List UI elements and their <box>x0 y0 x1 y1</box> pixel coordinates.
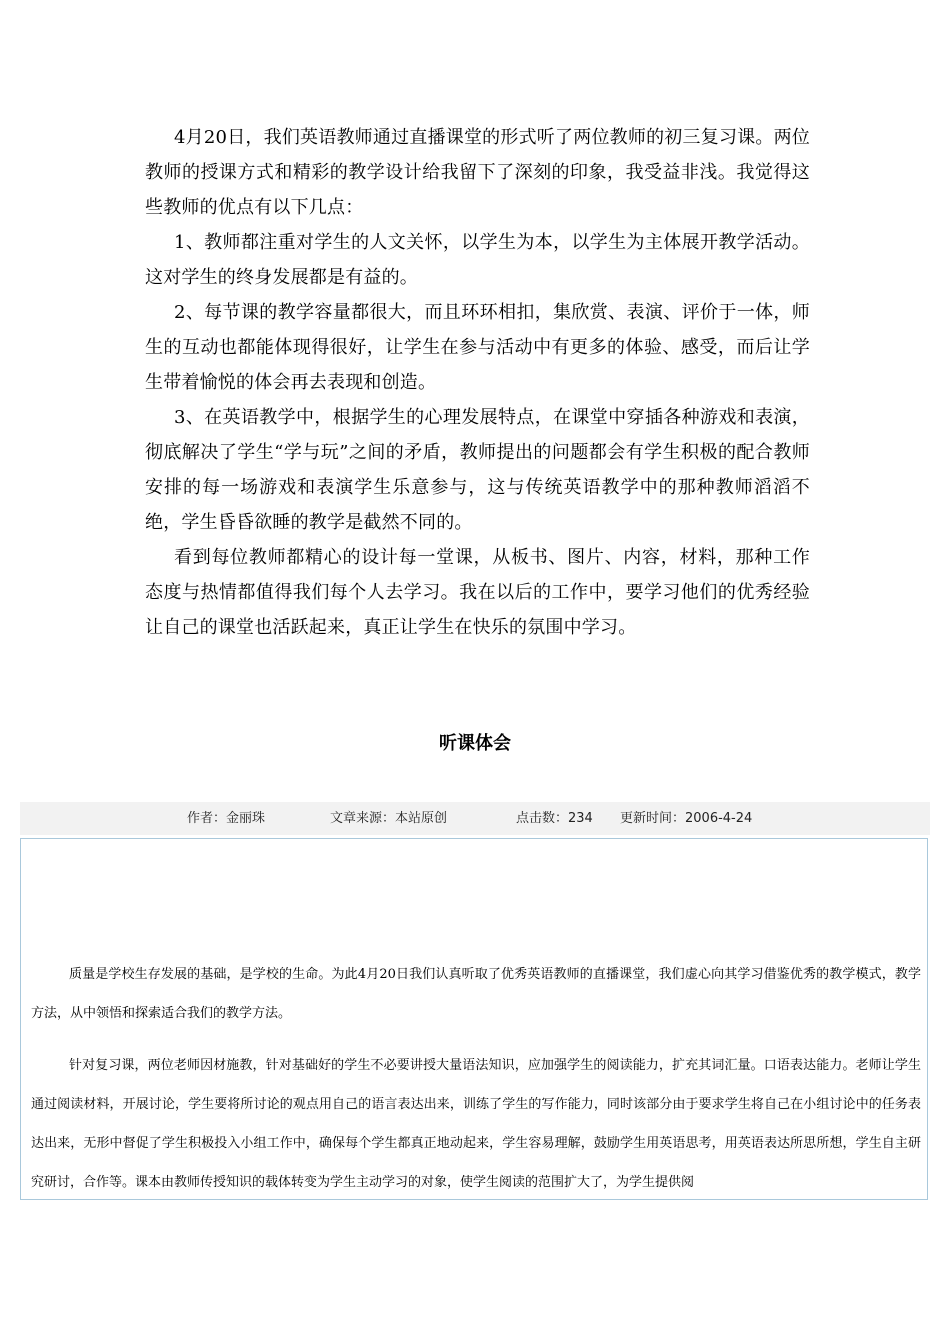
article-body-box <box>20 838 928 1200</box>
intro-paragraph-5: 看到每位教师都精心的设计每一堂课，从板书、图片、内容，材料，那种工作态度与热情都值得我们每个人去学习。我在以后的工作中，要学习他们的优秀经验让自己的课堂也活跃起来，真正让学生在快乐的氛围中学习。 <box>145 547 810 638</box>
meta-author: 作者：金丽珠 <box>187 811 266 826</box>
meta-updated: 更新时间：2006-4-24 <box>620 811 753 826</box>
article-meta-bar <box>20 802 930 835</box>
article-paragraph-2: 针对复习课，两位老师因材施教，针对基础好的学生不必要讲授大量语法知识，应加强学生的阅读能力，扩充其词汇量。口语表达能力。老师让学生通过阅读材料，开展讨论，学生要将所讨论的观点用自己的语言表达出来，训练了学生的写作能力，同时该部分由于要求学生将自己在小组讨论中的任务表达出来，无形中督促了学生积极投入小组工作中，确保每个学生都真正地动起来，学生容易理解，鼓励学生用英语思考，用英语表达所思所想，学生自主研究研讨，合作等。课本由教师传授知识的载体转变为学生主动学习的对象，使学生阅读的范围扩大了，为学生提供阅 <box>31 1058 921 1190</box>
intro-paragraph-3: 2、每节课的教学容量都很大，而且环环相扣，集欣赏、表演、评价于一体，师生的互动也都能体现得很好，让学生在参与活动中有更多的体验、感受，而后让学生带着愉悦的体会再去表现和创造。 <box>145 302 810 393</box>
meta-hits: 点击数：234 <box>516 811 593 826</box>
article-paragraph-1: 质量是学校生存发展的基础，是学校的生命。为此4月20日我们认真听取了优秀英语教师的直播课堂，我们虚心向其学习借鉴优秀的教学模式，教学方法，从中领悟和探索适合我们的教学方法。 <box>31 967 921 1021</box>
intro-paragraph-4: 3、在英语教学中，根据学生的心理发展特点，在课堂中穿插各种游戏和表演，彻底解决了学生“学与玩”之间的矛盾，教师提出的问题都会有学生积极的配合教师安排的每一场游戏和表演学生乐意参与，这与传统英语教学中的那种教师滔滔不绝，学生昏昏欲睡的教学是截然不同的。 <box>145 407 810 533</box>
intro-paragraph-1: 4月20日，我们英语教师通过直播课堂的形式听了两位教师的初三复习课。两位教师的授课方式和精彩的教学设计给我留下了深刻的印象，我受益非浅。我觉得这些教师的优点有以下几点： <box>145 127 810 218</box>
intro-paragraph-2: 1、教师都注重对学生的人文关怀，以学生为本，以学生为主体展开教学活动。这对学生的终身发展都是有益的。 <box>145 232 810 288</box>
meta-source: 文章来源：本站原创 <box>330 811 448 826</box>
article-title: 听课体会 <box>439 733 511 754</box>
intro-section <box>145 120 810 645</box>
